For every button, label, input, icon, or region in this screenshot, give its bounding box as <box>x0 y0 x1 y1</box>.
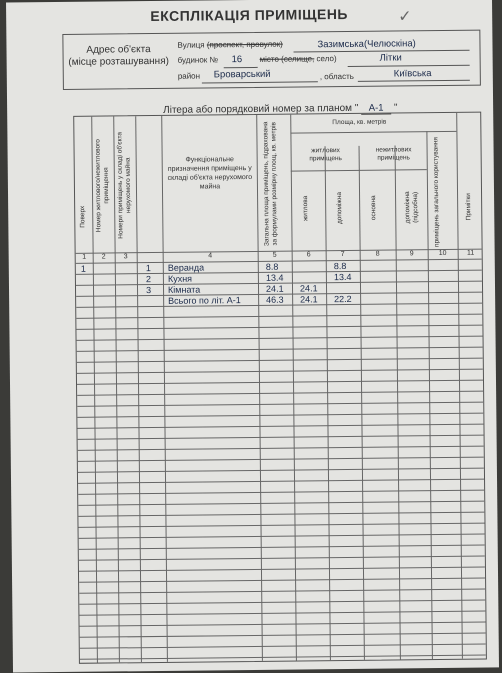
function-header: Функціональне призначення приміщень у складі об'єкта нерухомого майна <box>167 156 253 191</box>
street-line <box>177 40 282 50</box>
col-number: 3 <box>123 253 128 261</box>
check-mark-icon: ✓ <box>398 8 412 26</box>
room-no-header: Номери приміщень у складі об'єкта нерухомого майна <box>116 131 132 239</box>
room-number-cell: 2 <box>145 274 151 285</box>
floor-header: Поверх <box>79 205 87 228</box>
living-header: житлових приміщень <box>309 147 342 163</box>
total-area-cell: 46.3 <box>266 294 284 305</box>
address-label <box>63 44 173 69</box>
region-value: Київська <box>393 68 432 80</box>
total-area-cell: 24.1 <box>265 283 284 294</box>
litera-text: Літера або порядковий номер за планом " <box>163 102 359 116</box>
col-number: 7 <box>340 251 345 259</box>
area-header: Площа, кв. метрів <box>332 118 387 127</box>
total-area-header: Загальна площа приміщень, підрахована за формулами розмірну площ, кв. метрів <box>262 121 279 247</box>
aux-area-cell: 8.8 <box>333 260 347 272</box>
room-name-cell: Веранда <box>167 262 205 273</box>
litera-close: " <box>393 102 398 114</box>
col-number: 5 <box>272 251 277 259</box>
region-underline <box>358 80 470 82</box>
col-number: 4 <box>208 252 213 260</box>
address-label-text: Адрес об'єкта (місце розташування) <box>68 44 169 68</box>
room-name-cell: Кімната <box>167 284 201 295</box>
col-number: 10 <box>438 249 447 258</box>
district-label: район <box>177 71 201 81</box>
region-label: , область <box>319 71 354 82</box>
total-area-cell: 8.8 <box>265 261 279 272</box>
city-type <box>260 54 337 64</box>
room-number-cell: 3 <box>145 285 152 296</box>
room-name-cell: Всього по літ. А-1 <box>168 295 241 306</box>
room-number-cell: 1 <box>145 263 151 274</box>
nonliving-header: нежитлових приміщень <box>375 146 412 162</box>
living-main-header: житлова <box>302 195 310 222</box>
col-number: 11 <box>466 249 475 257</box>
house-label: будинок № <box>177 55 219 65</box>
address-block <box>62 30 481 90</box>
litera-value: А-1 <box>361 103 391 115</box>
city-type-rest: село) <box>316 54 337 64</box>
explication-table <box>73 112 487 664</box>
common-use-header: приміщень загального користування <box>432 137 441 248</box>
living-area-cell: 24.1 <box>300 294 318 305</box>
col-number: 2 <box>101 253 106 261</box>
total-area-cell: 13.4 <box>265 272 284 283</box>
living-area-cell: 24.1 <box>299 283 318 294</box>
house-value: 16 <box>231 54 243 66</box>
col-number: 6 <box>306 251 311 259</box>
district-value: Броварський <box>213 68 271 81</box>
explication-page <box>6 0 499 673</box>
district-underline <box>202 81 318 83</box>
aux-area-cell: 13.4 <box>333 271 352 283</box>
floor-cell: 1 <box>80 263 86 274</box>
col-number: 8 <box>375 250 380 258</box>
aux-area-cell: 22.2 <box>334 293 352 305</box>
col-line <box>426 131 433 661</box>
street-type-struck: (проспект, провулок) <box>206 39 283 50</box>
city-type-struck: місто (селище, <box>259 54 315 64</box>
living-aux-header: допоміжна <box>336 192 344 225</box>
street-value: Зазимська(Челюскіна) <box>317 38 416 51</box>
area-header-line <box>290 131 456 134</box>
room-name-cell: Кухня <box>167 273 193 284</box>
city-value: Літки <box>379 52 402 64</box>
street-prefix: Вулиця <box>177 40 205 50</box>
nonliving-main-header: основна <box>370 195 378 221</box>
notes-header: Примітки <box>465 193 473 221</box>
nonliving-aux-header: допоміжна (підсобна) <box>404 191 419 224</box>
col-number: 9 <box>409 250 414 258</box>
page-title: ЕКСПЛІКАЦІЯ ПРИМІЩЕНЬ <box>150 5 349 25</box>
col-number: 1 <box>82 253 87 261</box>
apt-no-header: Номер житлового/нежитлового приміщення <box>94 139 110 233</box>
city-underline <box>348 65 470 67</box>
